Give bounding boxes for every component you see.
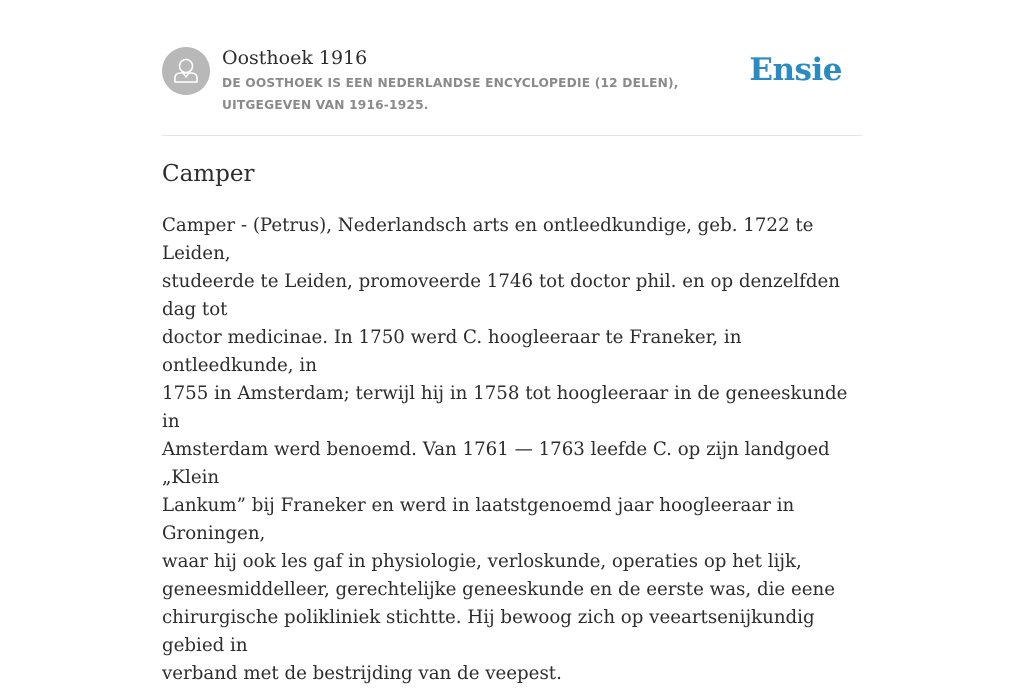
article-title: Camper bbox=[162, 161, 255, 187]
article-body bbox=[162, 212, 862, 688]
article-line: Lankum” bij Franeker en werd in laatstgenoemd jaar hoogleeraar in Groningen, bbox=[162, 495, 795, 544]
article-line: Camper - (Petrus), Nederlandsch arts en ontleedkundige, geb. 1722 te Leiden, bbox=[162, 215, 814, 264]
source-avatar[interactable] bbox=[162, 47, 210, 95]
page bbox=[162, 0, 862, 684]
article-line: waar hij ook les gaf in physiologie, verloskunde, operaties op het lijk, bbox=[162, 551, 802, 572]
source-title[interactable]: Oosthoek 1916 bbox=[222, 47, 368, 69]
source-header bbox=[162, 0, 862, 136]
article-line: Amsterdam werd benoemd. Van 1761 — 1763 leefde C. op zijn landgoed „Klein bbox=[162, 439, 830, 488]
article-line: studeerde te Leiden, promoveerde 1746 tot doctor phil. en op denzelfden dag tot bbox=[162, 271, 841, 320]
user-icon bbox=[162, 47, 210, 95]
article-line: verband met de bestrijding van de veepest. bbox=[162, 663, 562, 684]
article-line: geneesmiddelleer, gerechtelijke geneeskunde en de eerste was, die eene bbox=[162, 579, 835, 600]
ensie-logo[interactable]: Ensie bbox=[749, 52, 842, 88]
source-description: DE OOSTHOEK IS EEN NEDERLANDSE ENCYCLOPEDIE (12 DELEN), UITGEGEVEN VAN 1916-1925. bbox=[222, 76, 679, 112]
article-line: doctor medicinae. In 1750 werd C. hoogleeraar te Franeker, in ontleedkunde, in bbox=[162, 327, 742, 376]
article-line: chirurgische polikliniek stichtte. Hij bewoog zich op veeartsenijkundig gebied in bbox=[162, 607, 815, 656]
article-line: 1755 in Amsterdam; terwijl hij in 1758 tot hoogleeraar in de geneeskunde in bbox=[162, 383, 848, 432]
